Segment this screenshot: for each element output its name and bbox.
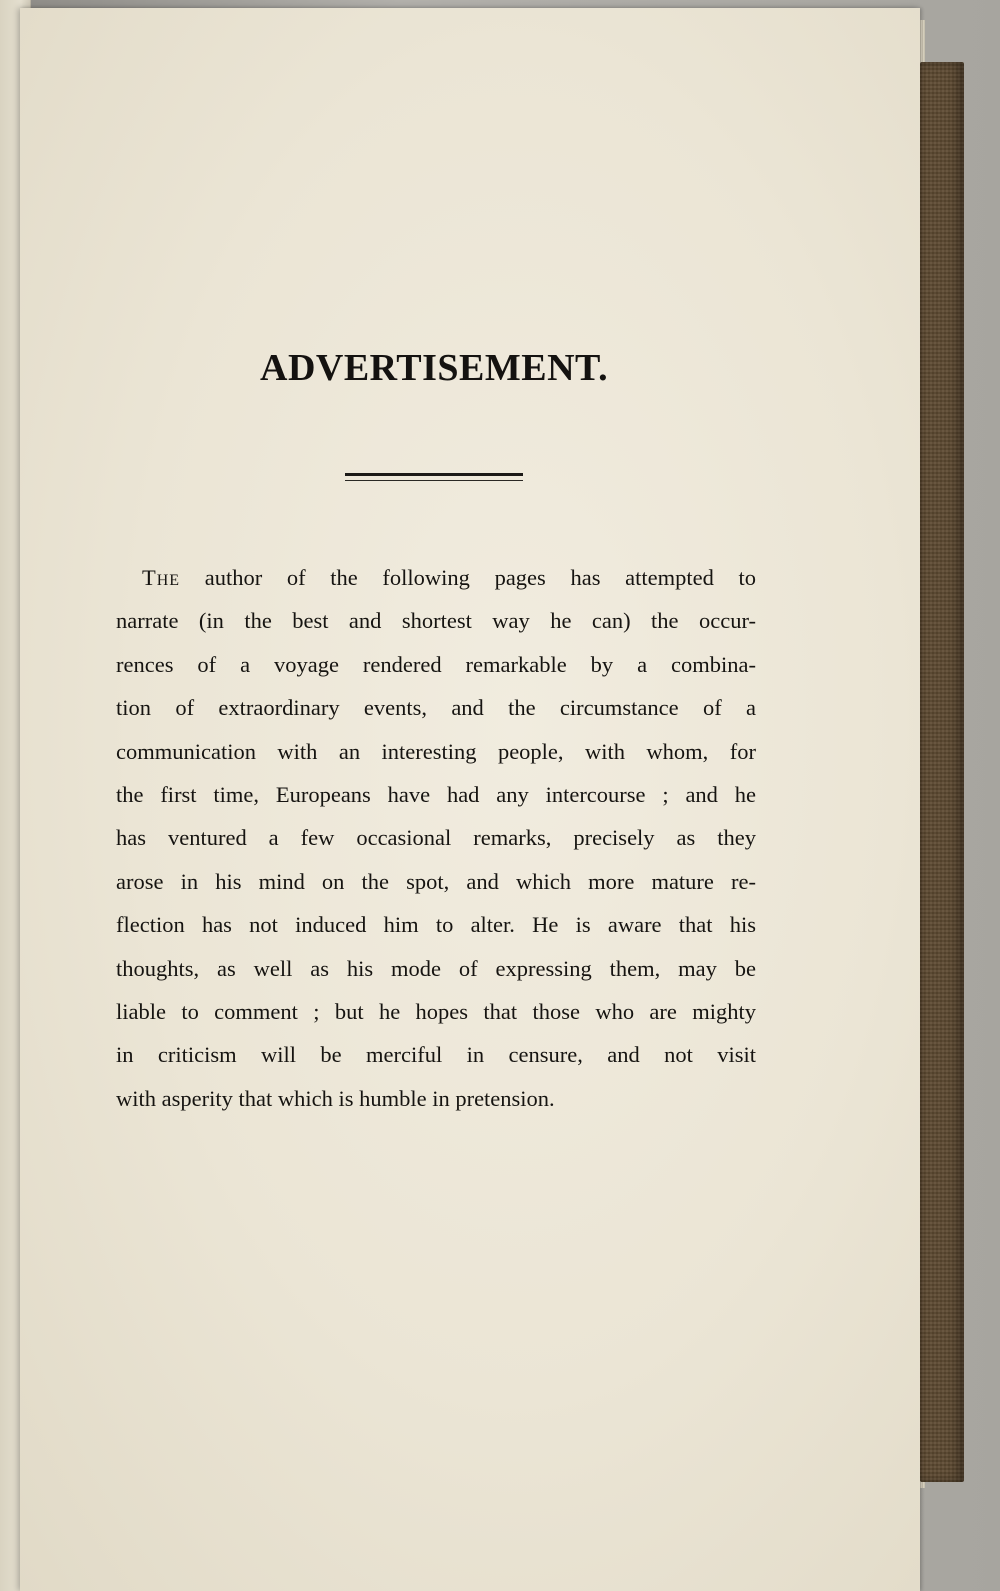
advertisement-paragraph <box>116 556 756 1120</box>
paragraph-line <box>116 556 756 599</box>
paragraph-line: in criticism will be merciful in censure, and not visit <box>116 1042 756 1068</box>
title-rule-thin <box>345 480 523 481</box>
title-rule-thick <box>345 473 523 476</box>
paragraph-line: tion of extraordinary events, and the circumstance of a <box>116 695 756 721</box>
paragraph-line: liable to comment ; but he hopes that those who are mighty <box>116 998 756 1024</box>
paragraph-line: has ventured a few occasional remarks, precisely as they <box>116 825 756 851</box>
paragraph-line: rences of a voyage rendered remarkable by a combina- <box>116 651 756 677</box>
paragraph-line: narrate (in the best and shortest way he can) the occur- <box>116 608 756 634</box>
paragraph-line: the first time, Europeans have had any intercourse ; and he <box>116 781 756 807</box>
paragraph-line: with asperity that which is humble in pretension. <box>116 1085 555 1111</box>
paragraph-line: thoughts, as well as his mode of expressing them, may be <box>116 955 756 981</box>
page-title: ADVERTISEMENT. <box>260 347 609 389</box>
paragraph-lead-word: The <box>142 565 181 590</box>
paragraph-line: arose in his mind on the spot, and which more mature re- <box>116 868 756 894</box>
book-cover <box>920 62 964 1482</box>
paragraph-line: communication with an interesting people, with whom, for <box>116 738 756 764</box>
paragraph-line: flection has not induced him to alter. He is aware that his <box>116 912 756 938</box>
book-page <box>20 8 920 1591</box>
paragraph-line-text: author of the following pages has attempted to <box>180 565 756 590</box>
